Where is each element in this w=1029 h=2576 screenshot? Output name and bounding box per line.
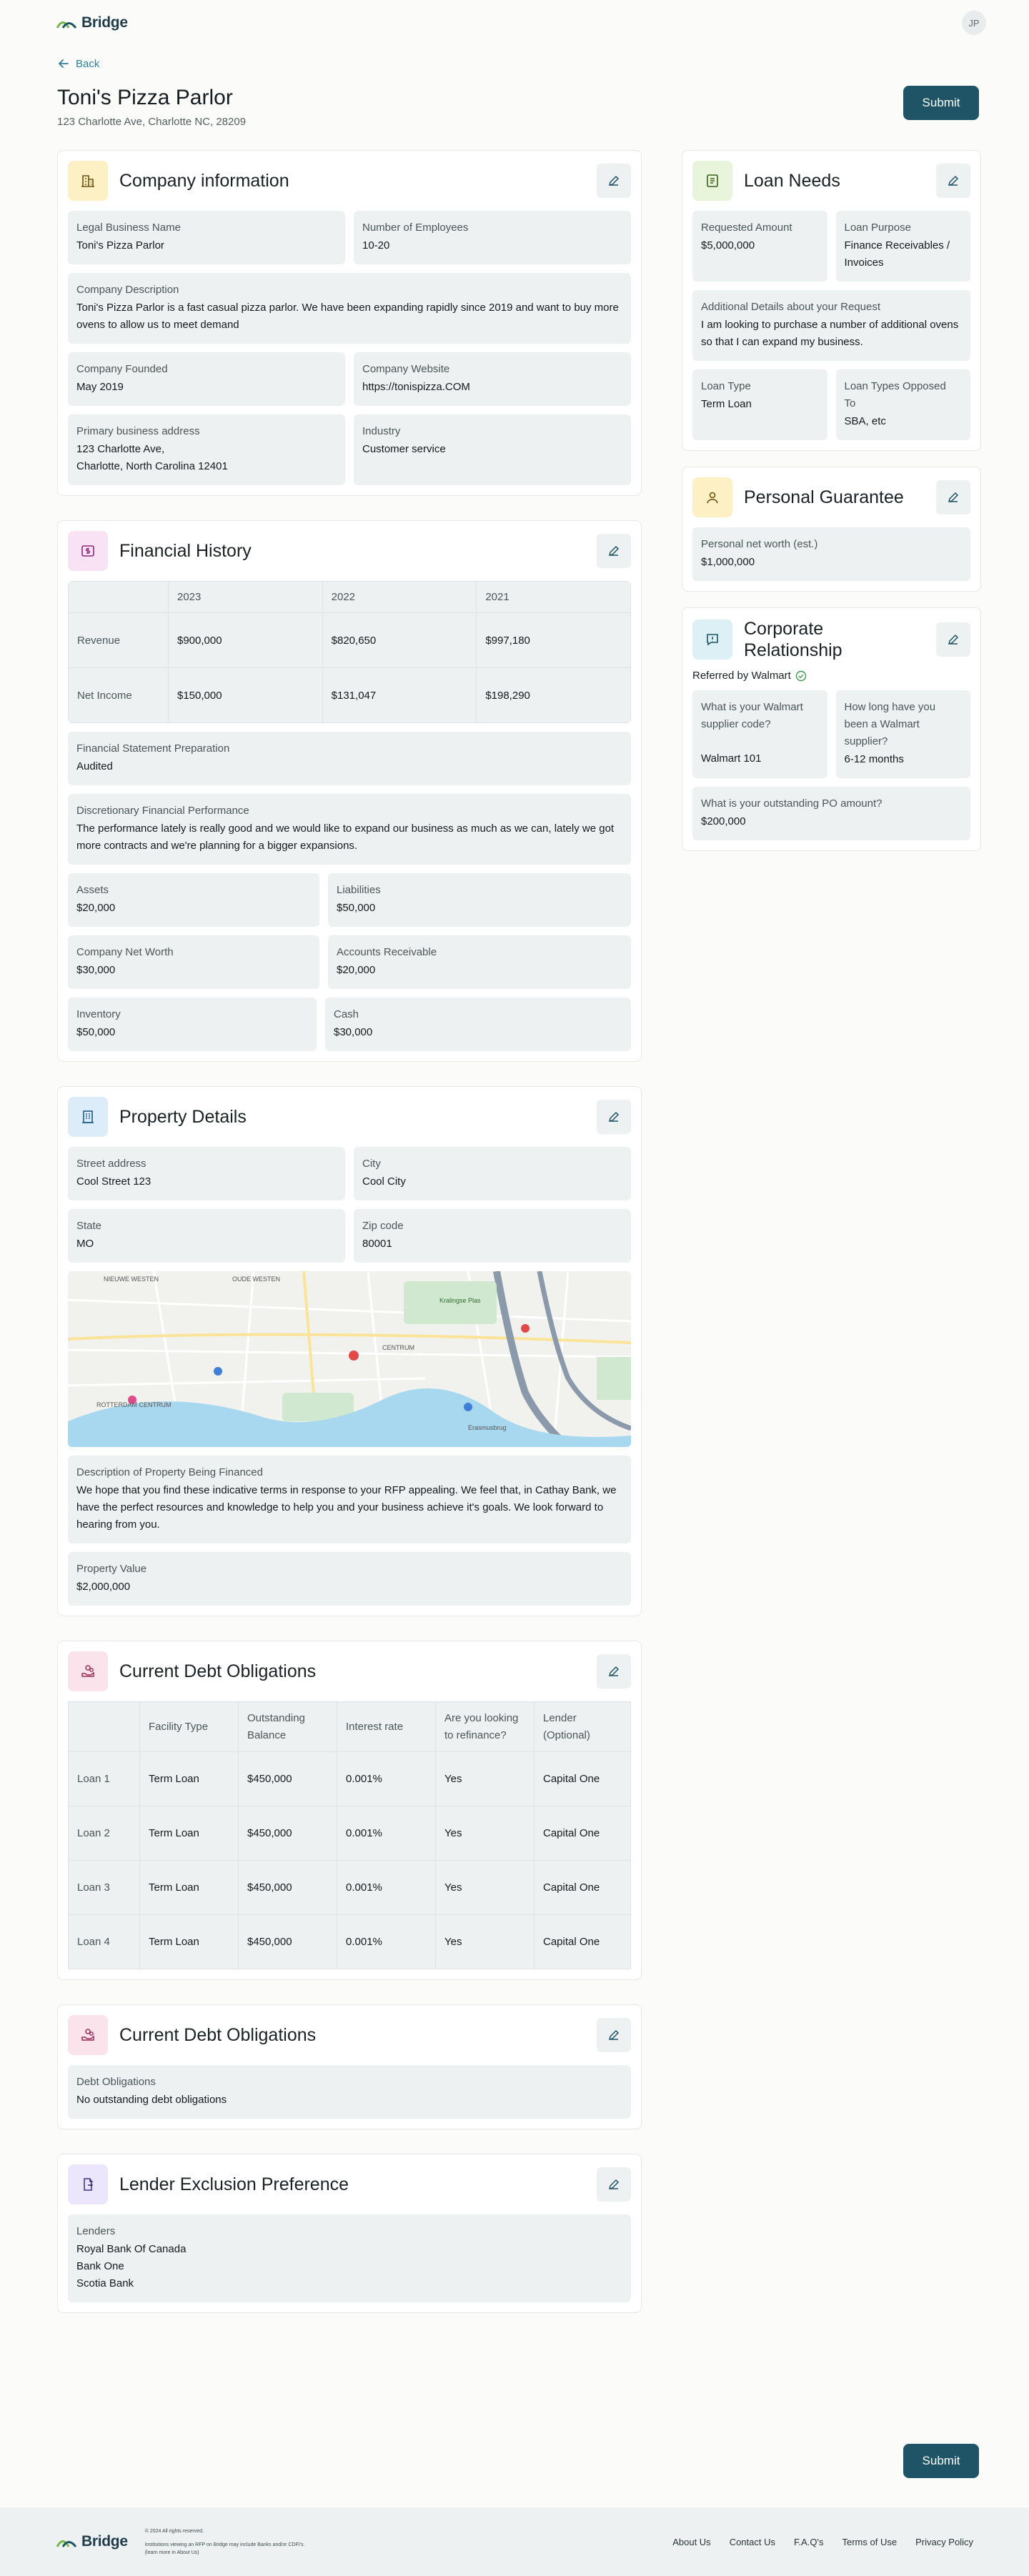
pencil-icon — [607, 174, 620, 187]
table-cell: 0.001% — [337, 1806, 436, 1861]
financial-history-card — [57, 520, 642, 1062]
field-value: $50,000 — [76, 1026, 116, 1038]
field-value: $30,000 — [334, 1026, 373, 1038]
field-label: Zip code — [362, 1220, 404, 1232]
table-cell: Capital One — [535, 1861, 631, 1915]
property-value-field — [68, 1552, 631, 1606]
loan-purpose-field — [836, 211, 971, 282]
title-line: Relationship — [744, 640, 842, 660]
inventory-field — [68, 998, 317, 1051]
assets-field — [68, 873, 319, 927]
table-header: Facility Type — [140, 1702, 239, 1752]
table-cell: $450,000 — [239, 1861, 337, 1915]
pencil-icon — [607, 1665, 620, 1678]
referred-by — [692, 670, 970, 682]
row-label: Revenue — [69, 613, 169, 668]
footer-legal — [145, 2527, 317, 2557]
field-value: 10-20 — [362, 239, 390, 252]
pencil-icon — [607, 544, 620, 557]
pencil-icon — [947, 491, 960, 504]
property-description-field — [68, 1456, 631, 1543]
field-value: Customer service — [362, 443, 446, 455]
table-cell: $450,000 — [239, 1752, 337, 1806]
field-value: Cool Street 123 — [76, 1175, 151, 1188]
field-label: Company Net Worth — [76, 946, 174, 958]
footer — [0, 2507, 1029, 2576]
debt-table — [68, 1701, 631, 1969]
coins-hand-icon — [68, 1651, 108, 1691]
submit-button-top[interactable]: Submit — [903, 86, 979, 120]
avatar[interactable]: JP — [962, 11, 986, 35]
coins-hand-icon — [68, 2015, 108, 2055]
field-label: supplier code? — [701, 718, 771, 730]
field-label: Primary business address — [76, 425, 200, 437]
field-value: SBA, etc — [844, 415, 886, 427]
footer-link-contact[interactable]: Contact Us — [729, 2536, 775, 2547]
business-address: 123 Charlotte Ave, Charlotte NC, 28209 — [57, 116, 247, 128]
table-cell: 0.001% — [337, 1752, 436, 1806]
table-row — [69, 613, 631, 668]
field-value: $5,000,000 — [701, 239, 755, 252]
loan-needs-title: Loan Needs — [744, 170, 840, 191]
field-value: Toni's Pizza Parlor — [76, 239, 164, 252]
map-label: ROTTERDAM CENTRUM — [96, 1401, 172, 1408]
additional-details-field — [692, 290, 970, 361]
table-row — [69, 1752, 631, 1806]
submit-button-bottom[interactable]: Submit — [903, 2444, 979, 2478]
field-label: Loan Types Opposed — [844, 380, 946, 392]
personal-guarantee-title: Personal Guarantee — [744, 487, 904, 507]
referred-text: Referred by Walmart — [692, 670, 791, 682]
field-label: supplier? — [844, 735, 888, 747]
map-label: NIEUWE WESTEN — [104, 1275, 159, 1283]
table-header: Are you looking to refinance? — [436, 1702, 535, 1752]
financial-history-title: Financial History — [119, 540, 252, 561]
debt-obligations-title: Current Debt Obligations — [119, 1661, 317, 1681]
field-value: 6-12 months — [844, 753, 904, 765]
field-value: $30,000 — [76, 964, 116, 976]
table-cell: Capital One — [535, 1752, 631, 1806]
field-value: $1,000,000 — [701, 556, 755, 568]
debt-obligations-field — [68, 2065, 631, 2119]
right-column — [682, 150, 981, 2313]
document-export-icon — [68, 2164, 108, 2204]
footer-links — [672, 2537, 1029, 2547]
field-value: May 2019 — [76, 381, 124, 393]
field-value: $20,000 — [337, 964, 376, 976]
footer-link-privacy[interactable]: Privacy Policy — [915, 2536, 973, 2547]
lender-item: Royal Bank Of Canada — [76, 2243, 187, 2255]
supplier-duration-field — [836, 690, 971, 778]
table-cell: $198,290 — [477, 668, 631, 723]
supplier-code-field — [692, 690, 827, 778]
table-cell: $150,000 — [169, 668, 323, 723]
field-label: City — [362, 1158, 381, 1170]
website-field — [354, 352, 631, 406]
field-label: Inventory — [76, 1008, 121, 1020]
bridge-logo-icon — [56, 16, 79, 29]
row-label: Loan 4 — [69, 1915, 140, 1969]
user-icon — [692, 477, 732, 517]
page-header — [57, 86, 1029, 136]
edit-debt-button[interactable] — [597, 1654, 631, 1689]
discretionary-performance-field — [68, 794, 631, 865]
cash-field — [325, 998, 631, 1051]
field-label: Debt Obligations — [76, 2076, 156, 2088]
field-label: To — [844, 397, 856, 409]
table-cell: Capital One — [535, 1915, 631, 1969]
field-value: Audited — [76, 760, 113, 772]
edit-exclusion-button[interactable] — [597, 2167, 631, 2202]
employees-field — [354, 211, 631, 264]
table-row — [69, 668, 631, 723]
field-label: What is your Walmart — [701, 701, 803, 713]
field-value: https://tonispizza.COM — [362, 381, 470, 393]
table-cell: Term Loan — [140, 1752, 239, 1806]
field-label: Cash — [334, 1008, 359, 1020]
edit-property-button[interactable] — [597, 1100, 631, 1134]
dollar-icon — [68, 531, 108, 571]
founded-field — [68, 352, 345, 406]
lender-exclusion-title: Lender Exclusion Preference — [119, 2174, 349, 2194]
business-address-field — [68, 414, 345, 485]
field-value: Toni's Pizza Parlor is a fast casual pizza parlor. We have been expanding rapidly since 2019 and want to buy more ovens to allow us to meet demand — [76, 302, 619, 331]
table-cell: Term Loan — [140, 1806, 239, 1861]
personal-net-worth-field — [692, 527, 970, 581]
logo[interactable] — [56, 14, 128, 31]
field-value: We hope that you find these indicative terms in response to your RFP appealing. We feel that, in Cathay Bank, we have the perfect resources and knowledge to help you and your business achieve it's goals. We look forward to hearing from you. — [76, 1484, 617, 1531]
field-value: 80001 — [362, 1238, 392, 1250]
table-cell: $820,650 — [322, 613, 477, 668]
field-value: No outstanding debt obligations — [76, 2094, 227, 2106]
edit-company-button[interactable] — [597, 164, 631, 198]
title-line: Corporate — [744, 619, 824, 639]
map-graphic — [68, 1271, 631, 1447]
lender-item: Scotia Bank — [76, 2277, 134, 2289]
back-link[interactable] — [57, 57, 129, 70]
chat-message-icon — [692, 620, 732, 660]
field-label: Additional Details about your Request — [701, 301, 880, 313]
table-cell: Yes — [436, 1915, 535, 1969]
edit-corporate-button[interactable] — [936, 622, 970, 657]
field-value: 123 Charlotte Ave, — [76, 443, 165, 455]
field-value: $2,000,000 — [76, 1581, 131, 1593]
table-cell: Term Loan — [140, 1861, 239, 1915]
field-label: Requested Amount — [701, 222, 792, 234]
industry-field — [354, 414, 631, 485]
field-label: Company Founded — [76, 363, 168, 375]
corporate-relationship-card — [682, 607, 981, 851]
field-label: Accounts Receivable — [337, 946, 437, 958]
table-header-empty — [69, 1702, 140, 1752]
logo-text: Bridge — [81, 14, 128, 31]
edit-debt-summary-button[interactable] — [597, 2018, 631, 2052]
property-details-card — [57, 1086, 642, 1616]
field-label: Loan Type — [701, 380, 751, 392]
field-value: Finance Receivables / — [844, 239, 950, 252]
table-row — [69, 1806, 631, 1861]
table-cell: $450,000 — [239, 1806, 337, 1861]
field-label: Lenders — [76, 2225, 116, 2237]
field-value: $200,000 — [701, 815, 746, 827]
lenders-field — [68, 2214, 631, 2302]
field-value: Invoices — [844, 257, 884, 269]
field-label: How long have you — [844, 701, 936, 713]
table-cell: $900,000 — [169, 613, 323, 668]
pencil-icon — [607, 1110, 620, 1123]
personal-guarantee-card — [682, 467, 981, 592]
field-label: Description of Property Being Financed — [76, 1466, 263, 1478]
table-row — [69, 1861, 631, 1915]
debt-obligations-card — [57, 1641, 642, 1980]
pencil-icon — [947, 633, 960, 646]
row-label: Loan 3 — [69, 1861, 140, 1915]
statement-prep-field — [68, 732, 631, 785]
field-value: Cool City — [362, 1175, 406, 1188]
field-value: $20,000 — [76, 902, 116, 914]
logo-text: Bridge — [81, 2533, 128, 2550]
table-cell: Term Loan — [140, 1915, 239, 1969]
table-header: Interest rate — [337, 1702, 436, 1752]
table-cell: Yes — [436, 1752, 535, 1806]
field-value: Term Loan — [701, 398, 752, 410]
check-circle-icon — [795, 670, 807, 682]
lender-exclusion-card — [57, 2154, 642, 2313]
table-header-year: 2022 — [322, 582, 477, 613]
corporate-relationship-title — [744, 618, 842, 661]
office-building-icon — [68, 1097, 108, 1137]
table-cell: $450,000 — [239, 1915, 337, 1969]
page-title: Toni's Pizza Parlor — [57, 86, 233, 109]
table-header: Outstanding Balance — [239, 1702, 337, 1752]
copyright: © 2024 All rights reserved. — [144, 2528, 204, 2534]
map-label: CENTRUM — [382, 1344, 414, 1351]
debt-obligations-title: Current Debt Obligations — [119, 2024, 317, 2045]
edit-guarantee-button[interactable] — [936, 480, 970, 514]
field-label: Legal Business Name — [76, 222, 181, 234]
table-cell: 0.001% — [337, 1915, 436, 1969]
table-cell: Capital One — [535, 1806, 631, 1861]
field-value: $50,000 — [337, 902, 376, 914]
pencil-icon — [947, 174, 960, 187]
company-description-field — [68, 273, 631, 344]
table-header-year: 2023 — [169, 582, 323, 613]
disclaimer: Institutions viewing an RFP on Bridge may include Banks and/or CDFI's. (learn more in About Us) — [144, 2542, 305, 2555]
debt-obligations-summary-card — [57, 2004, 642, 2129]
field-value: Walmart 101 — [701, 752, 762, 765]
edit-financial-button[interactable] — [597, 534, 631, 568]
company-info-card — [57, 150, 642, 496]
loan-needs-card — [682, 150, 981, 451]
lender-item: Bank One — [76, 2260, 124, 2272]
table-row — [69, 1915, 631, 1969]
field-label: Company Description — [76, 284, 179, 296]
table-cell: $997,180 — [477, 613, 631, 668]
company-info-title: Company information — [119, 170, 289, 191]
field-label: Loan Purpose — [844, 222, 911, 234]
footer-link-terms[interactable]: Terms of Use — [842, 2536, 898, 2547]
field-label: State — [76, 1220, 102, 1232]
top-bar — [0, 0, 1029, 46]
liabilities-field — [328, 873, 631, 927]
outstanding-po-field — [692, 787, 970, 840]
table-cell: Yes — [436, 1861, 535, 1915]
field-label: Discretionary Financial Performance — [76, 805, 249, 817]
arrow-left-icon — [57, 57, 70, 70]
property-map[interactable] — [68, 1271, 631, 1447]
table-cell: 0.001% — [337, 1861, 436, 1915]
row-label: Loan 1 — [69, 1752, 140, 1806]
document-list-icon — [692, 161, 732, 201]
field-label: Personal net worth (est.) — [701, 538, 818, 550]
row-label: Loan 2 — [69, 1806, 140, 1861]
building-icon — [68, 161, 108, 201]
footer-link-faq[interactable]: F.A.Q's — [794, 2536, 824, 2547]
field-label: Liabilities — [337, 884, 381, 896]
state-field — [68, 1209, 345, 1263]
pencil-icon — [607, 2029, 620, 2042]
legal-name-field — [68, 211, 345, 264]
field-label: Industry — [362, 425, 401, 437]
field-label: Company Website — [362, 363, 450, 375]
table-cell: $131,047 — [322, 668, 477, 723]
table-header-empty — [69, 582, 169, 613]
row-label: Net Income — [69, 668, 169, 723]
field-label: Street address — [76, 1158, 146, 1170]
street-field — [68, 1147, 345, 1200]
field-label: Number of Employees — [362, 222, 469, 234]
footer-link-about[interactable]: About Us — [672, 2536, 711, 2547]
map-label: Erasmusbrug — [468, 1424, 507, 1431]
field-value: The performance lately is really good and we would like to expand our business as much as we can, lately we got more contracts and we're planning for a bigger expansions. — [76, 822, 615, 852]
field-label: Property Value — [76, 1563, 147, 1575]
table-header-year: 2021 — [477, 582, 631, 613]
field-label: Financial Statement Preparation — [76, 742, 230, 755]
table-header: Lender (Optional) — [535, 1702, 631, 1752]
net-worth-field — [68, 935, 319, 989]
table-cell: Yes — [436, 1806, 535, 1861]
edit-loan-button[interactable] — [936, 164, 970, 198]
zip-field — [354, 1209, 631, 1263]
back-label: Back — [76, 57, 100, 70]
field-label: been a Walmart — [844, 718, 920, 730]
footer-logo[interactable] — [56, 2533, 128, 2550]
loan-types-opposed-field — [836, 369, 971, 440]
financial-table — [68, 581, 631, 723]
city-field — [354, 1147, 631, 1200]
map-label: Kralingse Plas — [439, 1297, 481, 1304]
receivable-field — [328, 935, 631, 989]
field-label: What is your outstanding PO amount? — [701, 797, 883, 810]
map-label: OUDE WESTEN — [232, 1275, 281, 1283]
field-value: I am looking to purchase a number of additional ovens so that I can expand my business. — [701, 319, 959, 348]
field-value: MO — [76, 1238, 94, 1250]
bridge-logo-icon — [56, 2535, 79, 2548]
left-column — [57, 150, 642, 2313]
requested-amount-field — [692, 211, 827, 282]
loan-type-field — [692, 369, 827, 440]
field-value: Charlotte, North Carolina 12401 — [76, 460, 228, 472]
field-label: Assets — [76, 884, 109, 896]
main-columns — [0, 150, 1029, 2313]
pencil-icon — [607, 2178, 620, 2191]
property-details-title: Property Details — [119, 1106, 247, 1127]
